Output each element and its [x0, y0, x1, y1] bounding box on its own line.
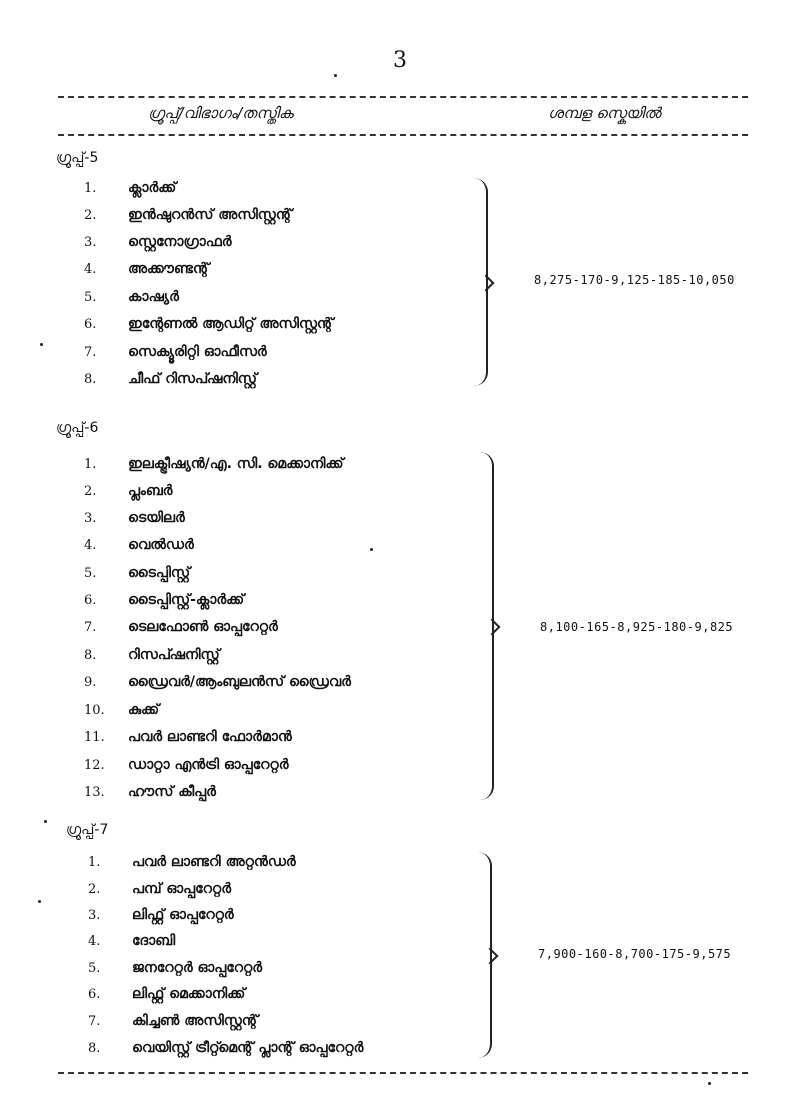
- item-number: 1.: [84, 181, 97, 196]
- item-label: ഇലക്ട്രീഷ്യൻ/എ. സി. മെക്കാനിക്ക്: [128, 456, 344, 472]
- item-number: 8.: [84, 372, 97, 387]
- list-item: [84, 234, 232, 250]
- scan-speck: [44, 820, 47, 823]
- item-number: 8.: [88, 1041, 101, 1056]
- item-label: പ്ലംബർ: [128, 483, 173, 499]
- item-label: ദോബി: [132, 933, 176, 949]
- item-number: 6.: [88, 987, 101, 1002]
- list-item: [84, 592, 244, 608]
- list-item: [84, 207, 292, 223]
- item-number: 4.: [84, 262, 97, 277]
- item-number: 6.: [84, 317, 97, 332]
- item-number: 1.: [84, 457, 97, 472]
- list-item: [84, 371, 257, 387]
- item-number: 4.: [88, 934, 101, 949]
- item-label: ടൈപ്പിസ്റ്റ്-ക്ലാർക്ക്: [128, 592, 245, 608]
- item-number: 9.: [84, 675, 97, 690]
- group-title: ഗ്രൂപ്പ്-5: [56, 150, 99, 166]
- item-label: ഇന്റേണൽ ആഡിറ്റ് അസിസ്റ്റന്റ്: [128, 316, 334, 332]
- list-item: [88, 881, 231, 897]
- item-number: 2.: [88, 882, 101, 897]
- pay-scale: 7,900-160-8,700-175-9,575: [538, 947, 732, 961]
- scan-speck: [40, 343, 43, 346]
- scan-speck: [708, 1082, 711, 1085]
- pay-scale: 8,275-170-9,125-185-10,050: [534, 273, 735, 287]
- scan-speck: [370, 548, 373, 551]
- list-item: [84, 180, 176, 196]
- item-label: ടെയിലർ: [128, 510, 185, 526]
- list-item: [84, 289, 179, 305]
- list-item: [88, 933, 175, 949]
- item-number: 5.: [88, 961, 101, 976]
- item-label: ക്ലാർക്ക്: [128, 180, 177, 196]
- item-number: 3.: [84, 511, 97, 526]
- item-label: പവർ ലാണ്ടറി ഫോർമാൻ: [128, 729, 292, 745]
- item-number: 7.: [84, 620, 97, 635]
- item-number: 13.: [84, 785, 105, 800]
- item-number: 11.: [84, 730, 105, 745]
- item-label: അക്കൗണ്ടന്റ്: [128, 261, 210, 277]
- list-item: [84, 702, 159, 718]
- item-label: ജനറേറ്റർ ഓപ്പറേറ്റർ: [132, 960, 263, 976]
- list-item: [88, 1040, 363, 1056]
- item-label: ടൈപ്പിസ്റ്റ്: [128, 565, 191, 581]
- item-label: വെൽഡർ: [128, 537, 194, 553]
- list-item: [84, 483, 172, 499]
- scan-speck: [334, 74, 337, 77]
- item-number: 10.: [84, 703, 105, 718]
- scan-speck: [38, 900, 41, 903]
- list-item: [88, 907, 234, 923]
- item-label: ലിഫ്റ്റ് മെക്കാനിക്ക്: [132, 986, 246, 1002]
- item-label: കുക്ക്: [128, 702, 160, 718]
- list-item: [88, 986, 245, 1002]
- item-number: 1.: [88, 855, 101, 870]
- list-item: [84, 784, 216, 800]
- item-label: കിച്ചൺ അസിസ്റ്റന്റ്: [132, 1013, 259, 1029]
- footer-rule: [58, 1072, 748, 1074]
- item-label: ചീഫ് റിസപ്ഷനിസ്റ്റ്: [128, 371, 257, 387]
- item-number: 7.: [88, 1014, 101, 1029]
- list-item: [84, 344, 267, 360]
- group-title: ഗ്രൂപ്പ്-6: [56, 420, 99, 436]
- list-item: [84, 565, 190, 581]
- item-label: ലിഫ്റ്റ് ഓപ്പറേറ്റർ: [132, 907, 234, 923]
- item-number: 6.: [84, 593, 97, 608]
- item-label: ഡാറ്റാ എൻട്രി ഓപ്പറേറ്റർ: [128, 757, 289, 773]
- item-number: 12.: [84, 758, 105, 773]
- item-number: 5.: [84, 566, 97, 581]
- item-label: റിസപ്ഷനിസ്റ്റ്: [128, 647, 220, 663]
- item-number: 5.: [84, 290, 97, 305]
- header-column-pay-scale: ശമ്പള സ്കെയിൽ: [548, 104, 661, 122]
- item-number: 4.: [84, 538, 97, 553]
- item-number: 3.: [84, 235, 97, 250]
- item-label: ടെലഫോൺ ഓപ്പറേറ്റർ: [128, 619, 278, 635]
- item-label: സ്റ്റെനോഗ്രാഫർ: [128, 234, 232, 250]
- group-title: ഗ്രൂപ്പ്-7: [66, 822, 109, 838]
- item-label: പമ്പ് ഓപ്പറേറ്റർ: [132, 881, 232, 897]
- list-item: [84, 316, 333, 332]
- header-bottom-rule: [58, 134, 748, 136]
- item-label: ഹൗസ് കീപ്പർ: [128, 784, 216, 800]
- item-number: 3.: [88, 908, 101, 923]
- list-item: [84, 619, 278, 635]
- list-item: [84, 456, 343, 472]
- page-number: 3: [393, 48, 407, 73]
- list-item: [88, 1013, 258, 1029]
- list-item: [84, 510, 185, 526]
- list-item: [84, 261, 209, 277]
- item-number: 2.: [84, 208, 97, 223]
- list-item: [84, 537, 194, 553]
- item-number: 2.: [84, 484, 97, 499]
- list-item: [84, 647, 220, 663]
- list-item: [88, 854, 296, 870]
- item-label: പവർ ലാണ്ടറി അറ്റൻഡർ: [132, 854, 296, 870]
- list-item: [84, 729, 292, 745]
- list-item: [84, 674, 351, 690]
- item-label: ഇൻഷുറൻസ് അസിസ്റ്റന്റ്: [128, 207, 293, 223]
- list-item: [88, 960, 262, 976]
- item-label: ഡ്രൈവർ/ആംബുലൻസ് ഡ്രൈവർ: [128, 674, 351, 690]
- list-item: [84, 757, 289, 773]
- item-label: വെയിസ്റ്റ് ട്രീറ്റ്മെന്റ് പ്ലാന്റ് ഓപ്പറേറ്റർ: [132, 1040, 364, 1056]
- header-column-post: ഗ്രൂപ്പ്/വിഭാഗം/തസ്തിക: [148, 104, 294, 122]
- item-label: കാഷ്യർ: [128, 289, 179, 305]
- item-number: 7.: [84, 345, 97, 360]
- item-label: സെക്യൂരിറ്റി ഓഫീസർ: [128, 344, 267, 360]
- item-number: 8.: [84, 648, 97, 663]
- header-top-rule: [58, 96, 748, 98]
- pay-scale: 8,100-165-8,925-180-9,825: [540, 620, 734, 634]
